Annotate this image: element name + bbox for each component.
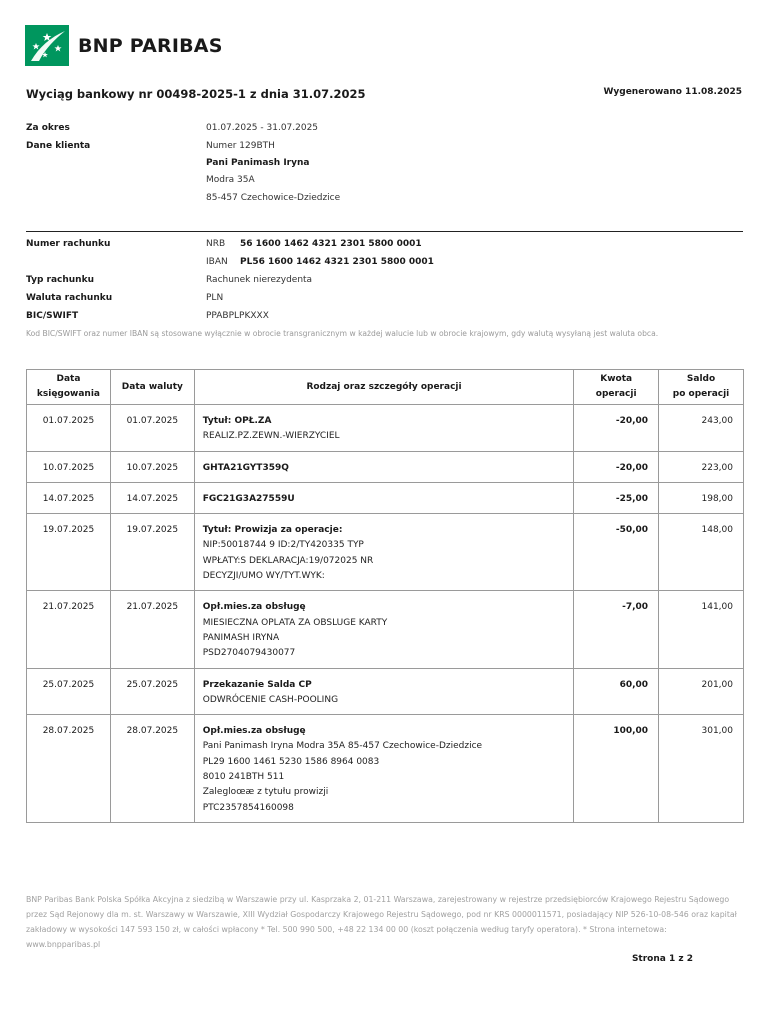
operation-details (194, 591, 574, 668)
booking-date: 10.07.2025 (27, 451, 111, 482)
footer-line: przez Sąd Rejonowy dla m. st. Warszawy w Warszawie, XIII Wydział Gospodarczy Krajowego Rejestru Sądowego, pod nr KRS 0000011571, posiadający NIP 526-10-08-546 oraz kapitał (26, 910, 737, 919)
balance-after: 301,00 (659, 715, 744, 823)
account-type-value: Rachunek nierezydenta (206, 275, 313, 285)
period-value: 01.07.2025 - 31.07.2025 (206, 123, 319, 133)
operation-detail-line: PTC2357854160098 (202, 802, 294, 813)
operation-details (194, 514, 574, 591)
client-data-label: Dane klienta (26, 141, 91, 151)
operation-title: Tytuł: OPŁ.ZA (202, 416, 272, 426)
account-number-label: Numer rachunku (26, 239, 111, 249)
operation-detail-line: NIP:50018744 9 ID:2/TY420335 TYP (202, 540, 364, 551)
value-date: 19.07.2025 (110, 514, 194, 591)
balance-after: 201,00 (659, 668, 744, 715)
operation-amount: 100,00 (574, 715, 659, 823)
section-divider (26, 231, 743, 232)
iban-value: PL56 1600 1462 4321 2301 5800 0001 (240, 257, 434, 267)
operation-amount: 60,00 (574, 668, 659, 715)
operation-title: GHTA21GYT359Q (202, 462, 289, 473)
bic-label: BIC/SWIFT (26, 311, 79, 321)
table-row (27, 591, 744, 668)
operations-table (26, 369, 744, 823)
footer-line: zakładowy w wysokości 147 593 150 zł, w całości wpłacony * Tel. 500 990 500, +48 22 134 00 00 (koszt połączenia według taryfy operatora). * Strona internetowa: www.bnpparibas.pl (26, 925, 667, 949)
operation-detail-line: PL29 1600 1461 5230 1586 8964 0083 (202, 756, 380, 767)
nrb-tag: NRB (206, 239, 226, 249)
col-booking-date: Data księgowania (27, 370, 111, 405)
operations-body (27, 405, 744, 823)
booking-date: 14.07.2025 (27, 482, 111, 513)
col-balance: Saldo po operacji (659, 370, 744, 405)
balance-after: 141,00 (659, 591, 744, 668)
operation-amount: -20,00 (574, 451, 659, 482)
value-date: 21.07.2025 (110, 591, 194, 668)
operation-detail-line: PSD2704079430077 (202, 648, 296, 659)
table-row (27, 405, 744, 452)
account-type-label: Typ rachunku (26, 275, 94, 285)
value-date: 10.07.2025 (110, 451, 194, 482)
booking-date: 25.07.2025 (27, 668, 111, 715)
operation-detail-line: ODWRÓCENIE CASH-POOLING (202, 694, 339, 705)
value-date: 25.07.2025 (110, 668, 194, 715)
booking-date: 21.07.2025 (27, 591, 111, 668)
generated-date: Wygenerowano 11.08.2025 (603, 87, 742, 97)
value-date: 01.07.2025 (110, 405, 194, 452)
table-row (27, 514, 744, 591)
operation-amount: -7,00 (574, 591, 659, 668)
client-name: Pani Panimash Iryna (206, 158, 310, 168)
operation-title: Przekazanie Salda CP (202, 679, 312, 690)
col-description: Rodzaj oraz szczegóły operacji (194, 370, 574, 405)
operation-title: Opł.mies.za obsługę (202, 726, 306, 737)
client-number: Numer 129BTH (206, 141, 275, 151)
table-row (27, 482, 744, 513)
operation-amount: -25,00 (574, 482, 659, 513)
bank-logo (25, 25, 223, 66)
operation-details (194, 482, 574, 513)
period-label: Za okres (26, 123, 70, 133)
operation-detail-line: DECYZJI/UMO WY/TYT.WYK: (202, 571, 325, 582)
account-currency-value: PLN (206, 293, 224, 303)
operation-title: Opł.mies.za obsługę (202, 602, 306, 613)
operation-details (194, 451, 574, 482)
table-row (27, 668, 744, 715)
table-row (27, 715, 744, 823)
client-city: 85-457 Czechowice-Dziedzice (206, 193, 341, 203)
operation-detail-line: REALIZ.PZ.ZEWN.-WIERZYCIEL (202, 431, 340, 442)
operation-details (194, 668, 574, 715)
balance-after: 243,00 (659, 405, 744, 452)
balance-after: 223,00 (659, 451, 744, 482)
footer-line: BNP Paribas Bank Polska Spółka Akcyjna z siedzibą w Warszawie przy ul. Kasprzaka 2, 01-211 Warszawa, zarejestrowany w rejestrze przedsiębiorców Krajowego Rejestru Sądowego (26, 895, 730, 904)
statement-title: Wyciąg bankowy nr 00498-2025-1 z dnia 31.07.2025 (26, 87, 366, 101)
operation-detail-line: PANIMASH IRYNA (202, 632, 280, 643)
col-value-date: Data waluty (110, 370, 194, 405)
legal-footer (26, 892, 742, 952)
iban-tag: IBAN (206, 257, 228, 267)
logo-stars-icon (25, 25, 69, 66)
col-amount: Kwota operacji (574, 370, 659, 405)
value-date: 28.07.2025 (110, 715, 194, 823)
bic-value: PPABPLPKXXX (206, 311, 269, 321)
booking-date: 28.07.2025 (27, 715, 111, 823)
operation-detail-line: Pani Panimash Iryna Modra 35A 85-457 Czechowice-Dziedzice (202, 741, 483, 752)
table-row (27, 451, 744, 482)
operation-amount: -20,00 (574, 405, 659, 452)
iban-note: Kod BIC/SWIFT oraz numer IBAN są stosowane wyłącznie w obrocie transgranicznym w każdej walucie lub w obrocie krajowym, gdy walutą wysyłaną jest waluta obca. (26, 329, 659, 338)
operation-detail-line: MIESIECZNA OPLATA ZA OBSLUGE KARTY (202, 617, 388, 628)
balance-after: 148,00 (659, 514, 744, 591)
balance-after: 198,00 (659, 482, 744, 513)
booking-date: 19.07.2025 (27, 514, 111, 591)
operation-detail-line: Zalegloœæ z tytułu prowizji (202, 787, 329, 798)
account-currency-label: Waluta rachunku (26, 293, 113, 303)
operation-details (194, 715, 574, 823)
page-number: Strona 1 z 2 (631, 954, 693, 964)
operation-detail-line: WPŁATY:S DEKLARACJA:19/072025 NR (202, 555, 374, 566)
operation-title: Tytuł: Prowizja za operacje: (202, 525, 343, 536)
value-date: 14.07.2025 (110, 482, 194, 513)
bank-name: BNP PARIBAS (78, 34, 223, 57)
booking-date: 01.07.2025 (27, 405, 111, 452)
operation-details (194, 405, 574, 452)
table-header-row (27, 370, 744, 405)
client-street: Modra 35A (206, 175, 255, 185)
operation-title: FGC21G3A27559U (202, 493, 295, 504)
operation-detail-line: 8010 241BTH 511 (202, 772, 285, 783)
nrb-value: 56 1600 1462 4321 2301 5800 0001 (240, 239, 422, 249)
operation-amount: -50,00 (574, 514, 659, 591)
